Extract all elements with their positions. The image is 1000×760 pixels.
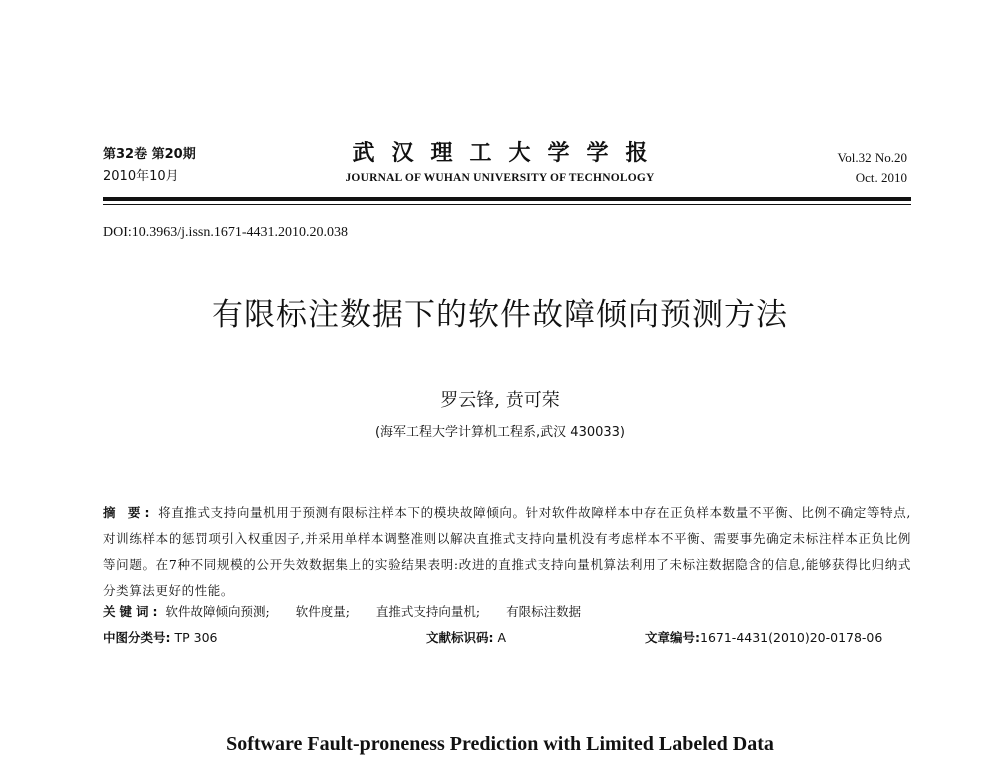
journal-masthead [300,138,700,184]
clc-value: TP 306 [174,630,218,645]
header-volume-block [103,144,196,188]
volume-issue-cn: 第32卷 第20期 [103,147,196,162]
doc-code-value: A [497,630,507,645]
keyword-item: 直推式支持向量机; [375,604,481,619]
keyword-item: 软件度量; [295,604,350,619]
abstract-text: 将直推式支持向量机用于预测有限标注样本下的模块故障倾向。针对软件故障样本中存在正负样本数量不平衡、比例不确定等特点,对训练样本的惩罚项引入权重因子,并采用单样本调整准则以解决直推式支持向量机没有考虑样本不平衡、需要事先确定未标注样本正负比例等问题。在7种不同规模的公开失效数据集上的实验结果表明:改进的直推式支持向量机算法利用了未标注数据隐含的信息,能够获得比归纳式分类算法更好的性能。 [103,505,912,598]
authors: 罗云锋, 贲可荣 [440,390,560,411]
article-no-value: 1671-4431(2010)20-0178-06 [700,630,883,645]
date-cn: 2010年10月 [103,169,179,184]
keywords-label: 关键词: [103,604,162,619]
doc-code-label: 文献标识码: [426,630,494,645]
clc-code [103,628,218,646]
journal-title-en: JOURNAL OF WUHAN UNIVERSITY OF TECHNOLOGY [345,172,655,184]
header-rule-thin [103,204,911,205]
header-volume-block-en [838,148,907,188]
keyword-item: 软件故障倾向预测; [165,604,270,619]
journal-title-cn: 武汉理工大学学报 [352,140,665,166]
paper-title-cn: 有限标注数据下的软件故障倾向预测方法 [212,297,788,333]
abstract-label: 摘 要: [103,505,154,520]
date-en: Oct. 2010 [855,170,907,185]
keywords [103,602,603,620]
doi: DOI:10.3963/j.issn.1671-4431.2010.20.038 [103,225,348,240]
clc-label: 中图分类号: [103,630,171,645]
article-no-label: 文章编号: [645,630,700,645]
document-code [426,628,506,646]
volume-issue-en: Vol.32 No.20 [837,150,907,165]
article-number [645,628,882,646]
abstract [103,500,911,604]
affiliation: (海军工程大学计算机工程系,武汉 430033) [374,425,626,440]
header-rule-thick [103,197,911,201]
keyword-item: 有限标注数据 [506,604,582,619]
paper-title-en: Software Fault-proneness Prediction with Limited Labeled Data [226,733,774,755]
